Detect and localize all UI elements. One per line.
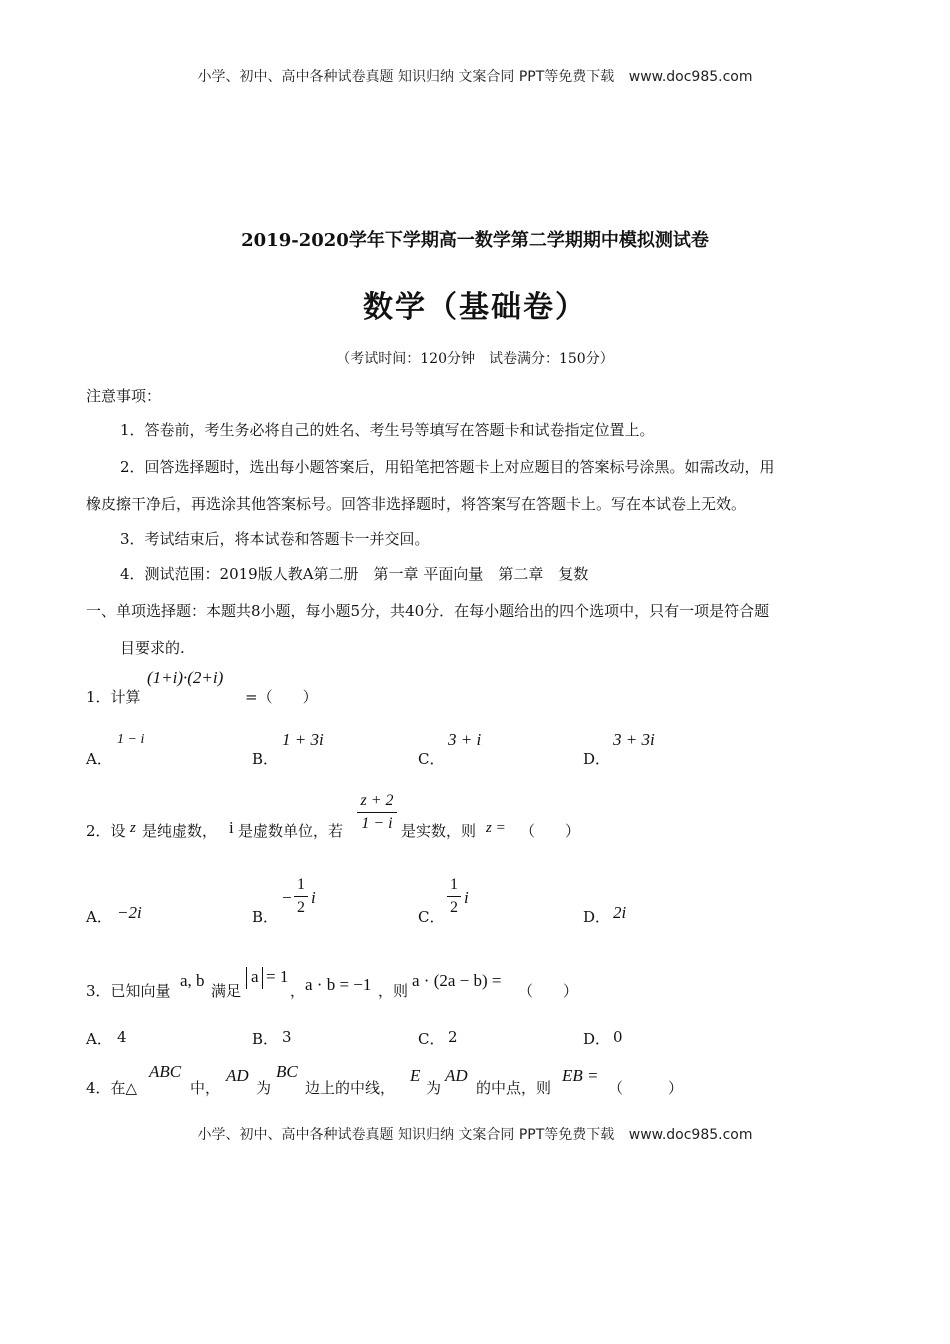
q2-option-a-value: −2i: [117, 903, 142, 922]
q2-option-b-sign: −: [282, 888, 292, 907]
page-footer: [0, 1124, 950, 1144]
q1-option-a-label: A．: [86, 750, 112, 768]
note-item-2: 2．回答选择题时，选出每小题答案后，用铅笔把答题卡上对应题目的答案标号涂黑。如需改动，用: [120, 458, 775, 476]
q2-z: z: [130, 820, 136, 836]
q3-expression: a · (2a − b) =: [412, 971, 502, 990]
q4-bc: BC: [276, 1062, 298, 1081]
q1-prefix: 1．计算: [86, 688, 141, 706]
q4-text-median: 边上的中线，: [305, 1079, 396, 1097]
q4-text-is2: 为: [426, 1079, 442, 1097]
q2-option-c-den: 2: [450, 899, 458, 916]
fraction-bar: [357, 812, 397, 813]
q3-text-then: ，则: [378, 982, 409, 1000]
q2-z-eq: z =: [486, 820, 506, 836]
q3-blank: （ ）: [518, 982, 579, 1000]
fraction-bar: [294, 896, 308, 897]
q1-option-d-label: D．: [583, 750, 611, 768]
page-header: [0, 66, 950, 86]
abs-bar-right: [262, 967, 263, 989]
q4-abc: ABC: [149, 1062, 182, 1081]
q2-text-pure: 是纯虚数，: [142, 822, 218, 840]
q1-expression: (1+i)·(2+i): [147, 668, 224, 687]
fraction-bar: [447, 896, 461, 897]
note-item-4: 4．测试范围：2019版人教A第二册 第一章 平面向量 第二章 复数: [120, 565, 589, 583]
q4-e: E: [410, 1066, 421, 1085]
q1-option-b-value: 1 + 3i: [282, 730, 324, 749]
q2-denominator: 1 − i: [361, 815, 393, 832]
q2-option-c-num: 1: [450, 876, 458, 893]
q3-comma: ，: [290, 982, 306, 1000]
q1-option-b-label: B．: [252, 750, 279, 768]
q3-option-d-label: D．: [583, 1030, 611, 1048]
q2-i: i: [229, 818, 234, 837]
q2-option-c-label: C．: [418, 908, 445, 926]
q4-ad: AD: [226, 1066, 249, 1085]
q4-text-in: 中，: [190, 1079, 221, 1097]
q3-option-d-value: 0: [613, 1028, 623, 1046]
q2-option-c-i: i: [464, 888, 469, 907]
q3-prefix: 3．已知向量: [86, 982, 171, 1000]
exam-subtitle: 2019-2020学年下学期高一数学第二学期期中模拟测试卷: [241, 230, 709, 251]
note-item-2-cont: 橡皮擦干净后，再选涂其他答案标号。回答非选择题时，将答案写在答题卡上。写在本试卷上无效。: [86, 495, 747, 513]
q1-option-c-label: C．: [418, 750, 445, 768]
q3-dot-product: a · b = −1: [305, 975, 372, 994]
q2-option-b-den: 2: [297, 899, 305, 916]
section1-line2: 目要求的.: [120, 639, 185, 657]
footer-site-link[interactable]: www.doc985.com: [628, 1127, 753, 1143]
q2-prefix: 2．设: [86, 822, 126, 840]
exam-meta: （考试时间：120分钟 试卷满分：150分）: [336, 351, 614, 367]
q2-text-unit: 是虚数单位，若: [238, 822, 344, 840]
q1-option-c-value: 3 + i: [448, 730, 482, 749]
q1-suffix: =（ ）: [245, 688, 318, 706]
q2-text-real: 是实数，则: [401, 822, 477, 840]
q4-eb: EB =: [562, 1066, 599, 1085]
section1-line1: 一、单项选择题：本题共8小题，每小题5分，共40分．在每小题给出的四个选项中，只有一项是符合题: [86, 602, 770, 620]
q4-prefix: 4．在△: [86, 1079, 138, 1097]
q4-text-is: 为: [256, 1079, 272, 1097]
q2-option-d-label: D．: [583, 908, 611, 926]
q2-numerator: z + 2: [360, 792, 394, 809]
q3-option-c-label: C．: [418, 1030, 445, 1048]
q4-ad2: AD: [445, 1066, 468, 1085]
q2-blank: （ ）: [520, 822, 581, 840]
q2-option-a-label: A．: [86, 908, 112, 926]
q2-fraction: [357, 792, 397, 833]
q3-vectors: a, b: [180, 971, 205, 990]
q2-option-c-fraction: [447, 876, 461, 917]
q4-text-midpoint: 的中点，则: [476, 1079, 552, 1097]
q3-text-satisfy: 满足: [211, 982, 242, 1000]
q2-option-b-num: 1: [297, 876, 305, 893]
exam-title: 数学（基础卷）: [363, 290, 587, 325]
q3-option-b-label: B．: [252, 1030, 279, 1048]
header-site-link[interactable]: www.doc985.com: [628, 69, 753, 85]
q3-option-a-value: 4: [117, 1028, 127, 1046]
q3-option-b-value: 3: [282, 1028, 292, 1046]
q2-option-b-label: B．: [252, 908, 279, 926]
q1-option-d-value: 3 + 3i: [613, 730, 655, 749]
q2-option-b-fraction: [294, 876, 308, 917]
q1-option-a-value: 1 − i: [117, 732, 145, 747]
note-item-1: 1．答卷前，考生务必将自己的姓名、考生号等填写在答题卡和试卷指定位置上。: [120, 421, 655, 439]
q3-abs-a: a: [251, 967, 259, 986]
q2-option-d-value: 2i: [613, 903, 627, 922]
q4-blank: （ ）: [608, 1079, 684, 1097]
q3-option-c-value: 2: [448, 1028, 458, 1046]
q2-option-b-i: i: [311, 888, 316, 907]
header-text: 小学、初中、高中各种试卷真题 知识归纳 文案合同 PPT等免费下载: [197, 69, 615, 85]
abs-bar-left: [246, 967, 247, 989]
notes-heading: 注意事项：: [86, 387, 162, 405]
q3-option-a-label: A．: [86, 1030, 112, 1048]
q3-abs-eq: = 1: [266, 967, 289, 986]
note-item-3: 3．考试结束后，将本试卷和答题卡一并交回。: [120, 530, 430, 548]
footer-text: 小学、初中、高中各种试卷真题 知识归纳 文案合同 PPT等免费下载: [197, 1127, 615, 1143]
